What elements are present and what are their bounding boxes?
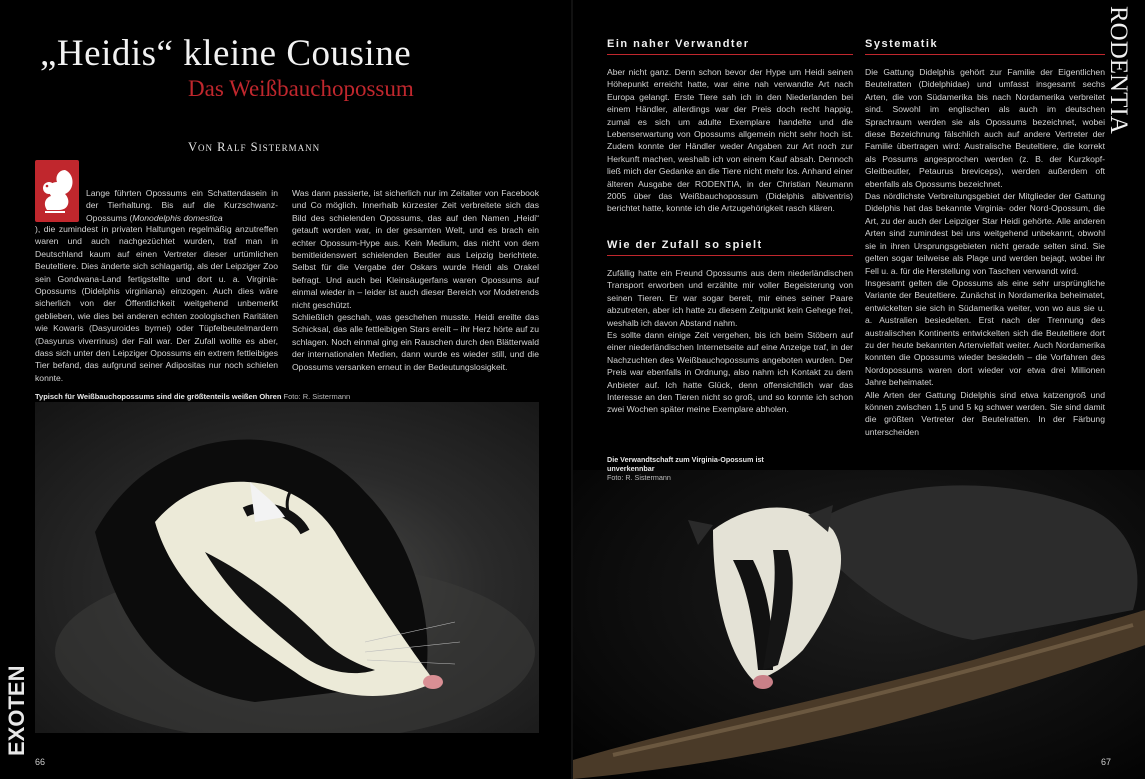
svg-text:RODENTIA: RODENTIA	[1105, 6, 1132, 134]
svg-text:EXOTEN: EXOTEN	[4, 665, 29, 756]
intro-paragraph-start: Lange führten Opossums ein Schattendasein in der Tierhaltung. Bis auf die Kurzschwanz-Opossums (Monodelphis domestica	[86, 188, 278, 223]
article-title: „Heidis“ kleine Cousine	[40, 33, 412, 74]
page-number-left: 66	[35, 757, 46, 767]
column-two: Was dann passierte, ist sicherlich nur im Zeitalter von Facebook und Co möglich. Innerhalb kürzester Zeit verbreitete sich das Bild des schielenden Opossums, das auf den Namen „Heidi“ getauft worden war, in der gesamten Welt, und es brach ein echter Opossum-Hype aus. Kein Medium, das nicht von dem bemitleidenswert schielenden Beutler aus Leipzig berichtete. Selbst für die Vergabe der Oskars wurde Heidi als Orakel befragt. Und auch bei Kleinsäugerfans waren Opossums auf einmal wieder in – leider ist auch dieser Bereich vor Modetrends nicht geschützt. Schließlich geschah, was geschehen musste. Heidi ereilte das Schicksal, das alle fettleibigen Stars ereilt – ihr Herz hörte auf zu schlagen. Noch einmal ging ein Rauschen durch den Blätterwald der internationalen Medien, dann wurde es wieder still, und die Opossums versanken erneut in der Bedeutungslosigkeit.	[292, 188, 539, 372]
author-byline: Von Ralf Sistermann	[188, 140, 321, 154]
photo-caption-left: Typisch für Weißbauchopossums sind die größtenteils weißen Ohren Foto: R. Sistermann	[35, 392, 351, 401]
opossum-photo-right	[573, 470, 1145, 779]
intro-paragraph-body: ), die zumindest in privaten Haltungen regelmäßig anzutreffen waren und auch nachgezüchtet wurden, traf man in Deutschland kaum auf einen Vertreter dieser urtümlichen Beuteltiere. Dies änderte sich schlagartig, als der Leipziger Zoo sein Gondwana-Land fertigstellte und dort u. a. Virginia-Opossums (Didelphis virginiana) einzogen. Auch dies wäre sicherlich von der Öffentlichkeit weitgehend unbemerkt geblieben, wie dies bei anderen echten zoologischen Raritäten wie Kowaris (Dasyuroides byrnei) oder Tüpfelbeutelmardern (Dasyurus viverrinus) der Fall war. Der Zufall wollte es aber, dass sich unter den Leipziger Opossums ein extrem fettleibiges Tier befand, das aufgrund seiner Adipositas nur noch schielen konnte.	[35, 224, 278, 383]
right-page	[573, 0, 1145, 779]
section-rule	[865, 54, 1105, 55]
section-heading-verwandter: Ein naher Verwandter	[607, 38, 750, 50]
squirrel-logo-icon	[35, 160, 79, 222]
page-number-right: 67	[1100, 757, 1111, 767]
left-page	[0, 0, 572, 779]
photo-caption-right: Die Verwandtschaft zum Virginia-Opossum ist unverkennbar Foto: R. Sistermann	[607, 455, 764, 482]
opossum-photo-left	[35, 402, 539, 733]
magazine-logo-exoten	[2, 660, 30, 760]
section-rule	[607, 255, 853, 256]
section-heading-systematik: Systematik	[865, 38, 939, 50]
section-heading-zufall: Wie der Zufall so spielt	[607, 239, 763, 251]
section-rule	[607, 54, 853, 55]
section-text-systematik: Die Gattung Didelphis gehört zur Familie der Eigentlichen Beutelratten (Didelphidae) und umfasst insgesamt sechs Arten, die von Südamerika bis nach Nordamerika verbreitet sind. Sowohl im englischen als auch im deutschen Sprachraum werden sie als Opossums bezeichnet, wobei diese Bezeichnung fälschlich auch auf andere Vertreter der Familie übertragen wird: Australische Beuteltiere, die korrekt als Possums angesprochen werden (z. B. der Kurzkopf-Gleitbeutler, Petaurus breviceps), werden außerdem oft ebenfalls als Opossums bezeichnet. Das nördlichste Verbreitungsgebiet der Mitglieder der Gattung Didelphis hat das bekannte Virginia- oder Nord-Opossum, die Art, zu der auch der Leipziger Star Heidi gehörte. Alle anderen Arten sind zumindest bei uns weitgehend unbekannt, obwohl sie in ihren Ursprungsgebieten nicht gerade selten sind. Sie gelten sogar teilweise als Plage und werden bejagt, wobei ihr Fell u. a. für die Herstellung von Taschen verwandt wird. Insgesamt gelten die Opossums als eine sehr ursprüngliche Variante der Beuteltiere. Zunächst in Nordamerika beheimatet, entwickelten sie sich in Südamerika weiter, von wo aus sie u. a. Australien besiedelten. Erst nach der Trennung des australischen Kontinents entwickelten sich die Beuteltiere dort zu der heute bekannten Artenvielfalt weiter. Auch Nordamerika konnten die Opossums wieder besiedeln – die Vorfahren des Nordopossums waren dort wieder vor etwa drei Millionen Jahre beheimatet. Alle Arten der Gattung Didelphis sind etwa katzengroß und können zwischen 1,5 und 5 kg schwer werden. Sie sind damit die größten Vertreter der Beutelratten. In der Färbung unterscheiden	[865, 67, 1105, 437]
section-text-verwandter: Aber nicht ganz. Denn schon bevor der Hype um Heidi seinen Höhepunkt erreicht hatte, war eine nah verwandte Art nach Europa gelangt. Erste Tiere sah ich in den Niederlanden bei einem Händler, allerdings war der Preis doch recht happig, zumal es sich um adulte Exemplare handelte und die Lebenserwartung von Opossums allgemein nicht sehr hoch ist. Zudem konnte der Händler weder Angaben zur Art noch zur Herkunft machen, weshalb ich von einem Kauf absah. Dennoch ließ mich der Gedanke an die Tiere nicht mehr los. Anhand einer älteren Ausgabe der RODENTIA, in der Christian Neumann 2005 über das Weißbauchopossum (Didelphis albiventris) berichtet hatte, konnte ich die Artzugehörigkeit rasch klären.	[607, 67, 853, 214]
section-text-zufall: Zufällig hatte ein Freund Opossums aus dem niederländischen Transport erworben und erzählte mir voller Begeisterung von seinen Tieren. Er war sogar bereit, mir eines seiner Paare abzutreten, aber ich hatte zu diesem Zeitpunkt kein Gehege frei, weshalb ich davon Abstand nahm. Es sollte dann einige Zeit vergehen, bis ich beim Stöbern auf einer niederländischen Internetseite auf eine Anzeige traf, in der Nachzuchten des Weißbauchopossums angeboten wurden. Der Preis war ebenfalls in Ordnung, also nahm ich Kontakt zu dem Anbieter auf. Ich hatte Glück, denn offensichtlich war das Interesse an den Tieren nicht so groß, und so konnte ich schon zwei Wochen später meine Exemplare abholen.	[607, 268, 853, 415]
article-subtitle: Das Weißbauchopossum	[188, 76, 414, 101]
magazine-logo-rodentia	[1105, 4, 1139, 144]
